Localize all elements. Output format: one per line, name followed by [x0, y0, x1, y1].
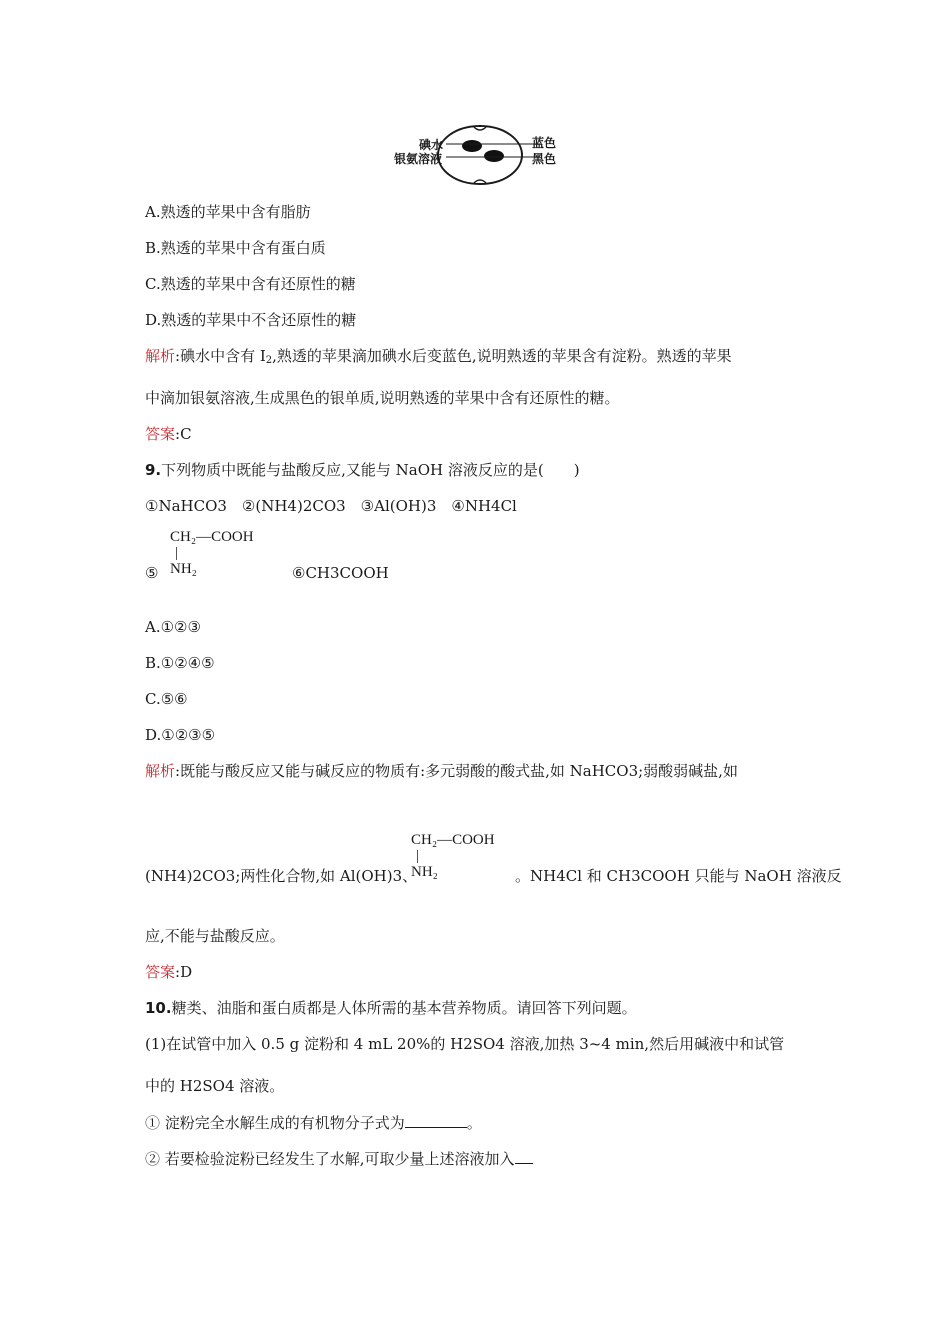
sub-question-text: ① 淀粉完全水解生成的有机物分子式为	[145, 1114, 405, 1132]
q8-answer	[145, 424, 192, 444]
q9-option-b: B.①②④⑤	[145, 654, 215, 672]
answer-blank[interactable]	[515, 1148, 533, 1164]
q9-answer	[145, 962, 192, 982]
formula-top: CH₂—COOH	[411, 832, 495, 848]
plate-notch-top	[474, 127, 486, 130]
question-stem: 糖类、油脂和蛋白质都是人体所需的基本营养物质。请回答下列问题。	[171, 999, 637, 1017]
analysis-text: :碘水中含有 I	[175, 347, 266, 365]
answer-value: :D	[175, 963, 193, 981]
q8-option-c: C.熟透的苹果中含有还原性的糖	[145, 275, 356, 293]
formula-bottom: NH₂	[411, 864, 438, 880]
question-stem: 下列物质中既能与盐酸反应,又能与 NaOH 溶液反应的是( )	[161, 461, 580, 479]
q10-sub-1	[145, 1112, 482, 1133]
q9-option-c: C.⑤⑥	[145, 690, 188, 708]
glycine-formula-2	[411, 831, 495, 881]
formula-bond: |	[175, 545, 179, 561]
answer-label: 答案	[145, 963, 176, 981]
q8-option-b: B.熟透的苹果中含有蛋白质	[145, 239, 326, 257]
analysis-label: 解析	[145, 762, 176, 780]
answer-label: 答案	[145, 425, 176, 443]
q8-option-d: D.熟透的苹果中不含还原性的糖	[145, 311, 357, 329]
q9-analysis-line-3: 应,不能与盐酸反应。	[145, 927, 285, 945]
q9-analysis-line-2b: 。NH4Cl 和 CH3COOH 只能与 NaOH 溶液反	[515, 867, 842, 885]
blue-spot	[462, 140, 482, 152]
q9-option-d: D.①②③⑤	[145, 726, 216, 744]
q9-item-5-mark: ⑤	[145, 564, 159, 582]
formula-bond: |	[416, 848, 420, 864]
analysis-text: :既能与酸反应又能与碱反应的物质有:多元弱酸的酸式盐,如 NaHCO3;弱酸弱碱盐,如	[175, 762, 738, 780]
spot-plate-figure	[390, 120, 570, 190]
plate-outline	[438, 126, 522, 184]
q9-analysis-line-2a: (NH4)2CO3;两性化合物,如 Al(OH)3、	[145, 867, 418, 885]
q10-part1-line-2: 中的 H2SO4 溶液。	[145, 1077, 285, 1095]
sub-question-text: ② 若要检验淀粉已经发生了水解,可取少量上述溶液加入	[145, 1150, 515, 1168]
formula-top: CH₂—COOH	[170, 529, 254, 545]
answer-value: :C	[175, 425, 192, 443]
q9-analysis-line-1	[145, 761, 738, 781]
q9-stem	[145, 460, 580, 480]
sub-question-end: 。	[466, 1114, 482, 1132]
q9-items: ①NaHCO3 ②(NH4)2CO3 ③Al(OH)3 ④NH4Cl	[145, 497, 517, 515]
formula-bottom: NH₂	[170, 561, 197, 577]
q10-part1-line-1: (1)在试管中加入 0.5 g 淀粉和 4 mL 20%的 H2SO4 溶液,加热 3~4 min,然后用碱液中和试管	[145, 1035, 785, 1053]
q9-option-a: A.①②③	[145, 618, 201, 636]
glycine-formula-1	[170, 528, 254, 578]
q10-sub-2	[145, 1148, 533, 1169]
label-black: 黑色	[532, 152, 557, 166]
black-spot	[484, 150, 504, 162]
label-silver-ammonia: 银氨溶液	[394, 152, 443, 166]
plate-notch-bottom	[474, 180, 486, 183]
subscript: 2	[265, 355, 273, 366]
question-number: 9.	[145, 461, 162, 479]
analysis-text-cont: ,熟透的苹果滴加碘水后变蓝色,说明熟透的苹果含有淀粉。熟透的苹果	[272, 347, 732, 365]
q9-item-6: ⑥CH3COOH	[292, 564, 389, 582]
label-iodine-water: 碘水	[419, 138, 444, 152]
q8-analysis-line-1	[145, 346, 732, 371]
q8-analysis-line-2: 中滴加银氨溶液,生成黑色的银单质,说明熟透的苹果中含有还原性的糖。	[145, 389, 620, 407]
q8-option-a: A.熟透的苹果中含有脂肪	[145, 203, 311, 221]
q10-stem	[145, 998, 637, 1018]
question-number: 10.	[145, 999, 172, 1017]
answer-blank[interactable]	[405, 1112, 467, 1128]
analysis-label: 解析	[145, 347, 176, 365]
label-blue: 蓝色	[532, 136, 557, 150]
